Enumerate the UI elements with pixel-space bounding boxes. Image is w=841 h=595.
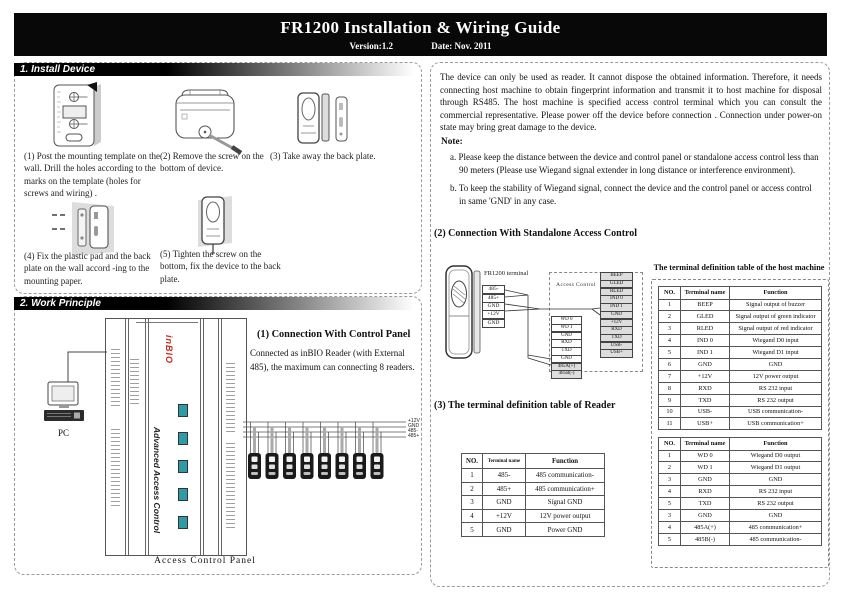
table-row [659,311,822,323]
panel-divider [145,319,149,555]
ac-terminal-cell: USB+ [600,349,633,357]
access-control-panel-figure [105,318,247,556]
table-cell: 5 [659,498,681,510]
reader-terminal-table [461,453,605,537]
table-cell: 485 communication- [730,533,822,545]
panel-terminal-ticks [226,363,235,433]
table-cell: RS 232 input [730,382,822,394]
table-cell: 6 [659,358,681,370]
table-row [659,498,822,510]
table-row [659,406,822,418]
pc-label: PC [58,428,70,438]
panel-terminal-ticks [130,359,139,405]
table-row [462,523,605,537]
table-cell: 2 [659,462,681,474]
table-cell: 2 [462,482,483,496]
ac-terminal-cell: GLED [600,280,633,288]
table-cell: 3 [462,496,483,510]
host-terminal-table [658,286,822,430]
panel-divider [200,319,204,555]
ac-terminal-cell: TXD [600,334,633,342]
table-cell: RS 232 output [730,394,822,406]
table-row [659,370,822,382]
table-cell: 12V power output [526,509,605,523]
section-2-bar [14,297,414,310]
table-row [462,482,605,496]
table-row [659,474,822,486]
panel-led [178,404,188,417]
table-cell: GND [730,474,822,486]
table-header-row [659,438,822,451]
document-subtitle [14,41,827,51]
table-row [659,521,822,533]
table-cell: 485+ [483,482,526,496]
table-row [659,450,822,462]
table-cell: 4 [659,335,681,347]
fr1200-terminal-cell: GND [482,319,505,328]
panel-top-detail [136,322,198,323]
table-row [659,323,822,335]
table-cell: 485- [483,469,526,483]
pc-icon [42,380,88,426]
standalone-wiring [430,260,645,380]
table-row [659,382,822,394]
table-row [462,469,605,483]
table-cell: BEEP [681,299,730,311]
table-cell: GND [730,358,822,370]
table-header-row [659,287,822,300]
panel-terminal-ticks [111,349,120,409]
table-cell: 5 [659,347,681,359]
table-cell: RS 232 output [730,498,822,510]
table-cell: Wiegand D0 input [730,335,822,347]
table-row [659,394,822,406]
host-terminal-table-2 [658,437,822,546]
table-cell: 5 [462,523,483,537]
date-label: Date: Nov. 2011 [431,41,492,51]
column-header: NO. [462,454,483,469]
back-plate-figure [293,90,355,148]
table-cell: 1 [462,469,483,483]
table-header-row [462,454,605,469]
table-cell: GND [730,509,822,521]
panel-divider [218,319,222,555]
table-cell: 12V power output [730,370,822,382]
table-cell: GND [483,496,526,510]
host-table-title: The terminal definition table of the host machine [653,263,825,272]
bus-wire-label: +12V [408,418,420,424]
note-item: b. To keep the stability of Wiegand signal, connect the device and the control panel or access control in same 'GND' in any case. [450,183,812,206]
ac-terminal-cell: BEEP [600,272,633,280]
connection-control-panel-title: (1) Connection With Control Panel [257,329,411,340]
bus-wire-label: 485+ [408,433,420,439]
column-header: Function [730,438,822,451]
table-cell: 485 communication- [526,469,605,483]
ac-terminal-cell: 485B(-) [551,370,582,378]
panel-caption: Access Control Panel [154,556,256,566]
panel-divider [125,319,129,555]
table-cell: 485B(-) [681,533,730,545]
note-item: a. Please keep the distance between the device and control panel or standalone access control less than 90 meters (Please use Wiegand signal extender in long distance or interference environment). [450,152,819,175]
table-row [659,462,822,474]
table-cell: Wiegand D0 output [730,450,822,462]
table-row [659,358,822,370]
bus-wire-labels [408,419,420,439]
table-cell: 4 [462,509,483,523]
table-cell: Wiegand D1 input [730,347,822,359]
table-cell: +12V [483,509,526,523]
table-cell: Signal output of green indicator [730,311,822,323]
ac-terminal-cell: GND [551,355,582,363]
table-row [659,418,822,430]
access-control-label: Access Control [556,282,596,288]
panel-led [178,460,188,473]
ac-terminal-cell: RXD [600,326,633,334]
standalone-connection-title: (2) Connection With Standalone Access Control [434,228,638,239]
install-step-5: (5) Tighten the screw on the bottom, fix the device to the back plate. [160,249,281,284]
panel-led [178,516,188,529]
document-header [14,13,827,56]
ac-terminal-cell: GND [551,332,582,340]
table-row [462,496,605,510]
table-cell: WD 1 [681,462,730,474]
column-header: Terminal name [483,454,526,469]
panel-terminal-ticks [226,443,235,529]
ac-terminal-cell: IND 0 [600,295,633,303]
table-row [659,299,822,311]
table-cell: 3 [659,323,681,335]
table-cell: GND [681,358,730,370]
fr1200-terminal-cell: GND [482,302,505,311]
column-header: Function [730,287,822,300]
table-cell: Signal GND [526,496,605,510]
section-1-bar [14,63,414,76]
table-cell: 7 [659,370,681,382]
notes-list [445,151,821,213]
fr1200-terminal-cell: 485- [482,285,505,294]
ac-terminal-cell: WD 1 [551,324,582,332]
table-cell: 4 [659,521,681,533]
document-title: FR1200 Installation & Wiring Guide [280,18,561,37]
table-cell: RS 232 input [730,486,822,498]
table-cell: Signal output of buzzer [730,299,822,311]
table-row [659,533,822,545]
ac-terminal-cell: WD 0 [551,316,582,324]
table-cell: 3 [659,474,681,486]
install-step-4: (4) Fix the plastic pad and the back plate on the wall accord -ing to the mounting paper. [24,251,151,286]
table-cell: 1 [659,450,681,462]
table-cell: GND [483,523,526,537]
table-cell: Power GND [526,523,605,537]
table-row [462,509,605,523]
table-cell: USB+ [681,418,730,430]
table-cell: 11 [659,418,681,430]
column-header: Function [526,454,605,469]
section-1-title: 1. Install Device [20,64,96,75]
column-header: NO. [659,287,681,300]
table-cell: Wiegand D1 output [730,462,822,474]
table-cell: GLED [681,311,730,323]
table-cell: 5 [659,533,681,545]
version-label: Version:1.2 [349,41,393,51]
panel-terminal-ticks [111,429,120,509]
inbio-logo: inBIO [164,335,174,364]
bus-wire-label: GND [408,423,420,429]
table-cell: 10 [659,406,681,418]
table-cell: 485 communication+ [526,482,605,496]
bus-wire-label: 485- [408,428,419,434]
column-header: NO. [659,438,681,451]
table-cell: RLED [681,323,730,335]
fr1200-terminal-cell: +12V [482,310,505,319]
panel-led [178,432,188,445]
table-cell: IND 0 [681,335,730,347]
ac-terminal-cell: IND 1 [600,303,633,311]
table-row [659,347,822,359]
table-cell: 3 [659,509,681,521]
table-cell: RXD [681,382,730,394]
table-row [659,509,822,521]
panel-vertical-label: Advanced Access Control [152,426,162,534]
ac-terminal-cell: USB- [600,342,633,350]
connection-control-panel-body: Connected as inBIO Reader (with External 485), the maximum can connecting 8 readers. [250,348,415,372]
table-cell: 2 [659,311,681,323]
panel-led [178,488,188,501]
table-cell: 1 [659,299,681,311]
pc-wire [62,348,107,384]
table-row [659,335,822,347]
table-cell: TXD [681,394,730,406]
table-cell: Signal output of red indicator [730,323,822,335]
table-row [659,486,822,498]
ac-terminal-cell: RLED [600,288,633,296]
fr1200-terminal-cell: 485+ [482,294,505,303]
table-cell: 8 [659,382,681,394]
remove-screw-figure [168,86,264,158]
reader-bus-wiring [243,415,423,485]
ac-terminal-cell: +12V [600,319,633,327]
table-cell: USB communication+ [730,418,822,430]
table-cell: 485A(+) [681,521,730,533]
ac-terminal-cell: RXD [551,339,582,347]
column-header: Terminal name [681,438,730,451]
table-cell: USB- [681,406,730,418]
reader-table-title: (3) The terminal definition table of Reader [434,400,616,411]
fr1200-terminal-label: FR1200 terminal [484,270,529,277]
table-cell: 9 [659,394,681,406]
install-step-3: (3) Take away the back plate. [270,151,376,161]
mounting-template-figure [50,82,104,150]
table-cell: USB communication- [730,406,822,418]
install-step-1: (1) Post the mounting template on the wall. Drill the holes according to the marks on the template (holes for screws and wiring) . [24,151,160,199]
note-label: Note: [441,137,463,147]
section-2-title: 2. Work Principle [20,298,101,309]
column-header: Terminal name [681,287,730,300]
table-cell: 485 communication+ [730,521,822,533]
ac-terminal-cell: TXD [551,347,582,355]
table-cell: +12V [681,370,730,382]
ac-terminal-cell: 485A(+) [551,363,582,371]
install-step-2: (2) Remove the screw on the bottom of device. [160,151,264,174]
intro-paragraph: The device can only be used as reader. It cannot dispose the obtained information. Therefore, it needs connecting host machine to obtain fingerprint information and transmit it to host machine for disposal through RS485. The host machine is specified access control terminal which you can consult the commercial representative. Please power off the device before connection . Connection under power-on state may bring great damage to the device. [440,72,822,133]
table-cell: IND 1 [681,347,730,359]
table-cell: GND [681,474,730,486]
table-cell: TXD [681,498,730,510]
table-cell: GND [681,509,730,521]
table-cell: RXD [681,486,730,498]
ac-terminal-cell: GND [600,311,633,319]
table-cell: WD 0 [681,450,730,462]
table-cell: 4 [659,486,681,498]
